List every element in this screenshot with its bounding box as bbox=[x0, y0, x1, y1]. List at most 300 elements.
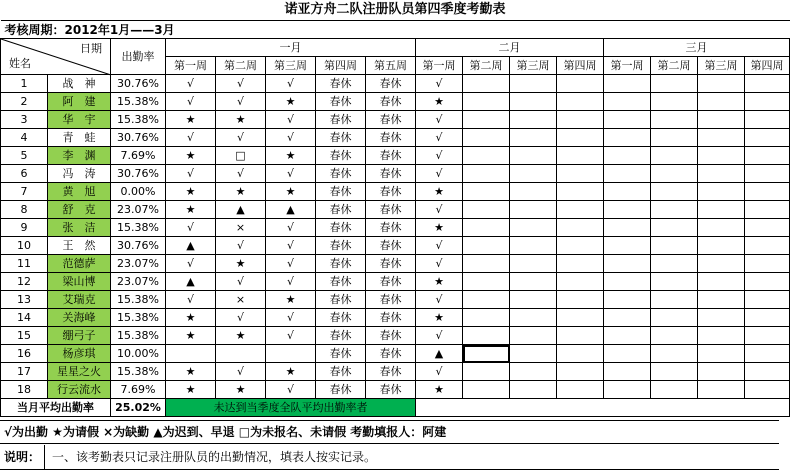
member-name[interactable]: 王 然 bbox=[48, 237, 111, 255]
attendance-cell[interactable]: √ bbox=[416, 201, 463, 219]
row-number[interactable]: 17 bbox=[1, 363, 48, 381]
attendance-rate[interactable]: 15.38% bbox=[111, 291, 166, 309]
attendance-cell[interactable] bbox=[510, 291, 557, 309]
attendance-cell[interactable] bbox=[745, 309, 790, 327]
row-number[interactable]: 4 bbox=[1, 129, 48, 147]
attendance-cell[interactable] bbox=[510, 327, 557, 345]
attendance-cell[interactable]: √ bbox=[216, 165, 266, 183]
attendance-cell[interactable] bbox=[510, 219, 557, 237]
attendance-cell[interactable] bbox=[463, 255, 510, 273]
attendance-cell[interactable] bbox=[745, 345, 790, 363]
table-row bbox=[1, 75, 790, 93]
attendance-cell[interactable]: ★ bbox=[166, 147, 216, 165]
header-corner bbox=[1, 39, 111, 75]
attendance-cell[interactable]: ★ bbox=[416, 273, 463, 291]
row-number[interactable]: 13 bbox=[1, 291, 48, 309]
attendance-cell[interactable]: ★ bbox=[416, 183, 463, 201]
attendance-cell[interactable] bbox=[463, 291, 510, 309]
attendance-cell[interactable] bbox=[651, 327, 698, 345]
attendance-cell[interactable] bbox=[557, 201, 604, 219]
attendance-cell[interactable] bbox=[510, 381, 557, 399]
attendance-cell[interactable]: √ bbox=[266, 219, 316, 237]
attendance-cell[interactable] bbox=[745, 255, 790, 273]
attendance-cell[interactable]: ★ bbox=[266, 363, 316, 381]
attendance-cell[interactable]: 春休 bbox=[316, 309, 366, 327]
attendance-cell[interactable] bbox=[745, 219, 790, 237]
attendance-cell[interactable]: 春休 bbox=[366, 255, 416, 273]
attendance-cell[interactable] bbox=[745, 183, 790, 201]
attendance-cell[interactable]: √ bbox=[266, 111, 316, 129]
attendance-cell[interactable]: √ bbox=[416, 165, 463, 183]
attendance-cell[interactable] bbox=[463, 309, 510, 327]
row-number[interactable]: 10 bbox=[1, 237, 48, 255]
attendance-cell[interactable] bbox=[604, 93, 651, 111]
attendance-rate[interactable]: 7.69% bbox=[111, 147, 166, 165]
attendance-cell[interactable]: 春休 bbox=[316, 147, 366, 165]
attendance-cell[interactable] bbox=[698, 93, 745, 111]
attendance-cell[interactable]: ★ bbox=[166, 363, 216, 381]
attendance-rate[interactable]: 23.07% bbox=[111, 201, 166, 219]
member-name[interactable]: 艾瑞克 bbox=[48, 291, 111, 309]
attendance-cell[interactable]: √ bbox=[166, 129, 216, 147]
week-header-cell: 第三周 bbox=[698, 57, 745, 75]
attendance-cell[interactable]: ★ bbox=[266, 93, 316, 111]
row-number[interactable]: 8 bbox=[1, 201, 48, 219]
attendance-cell[interactable]: ★ bbox=[216, 111, 266, 129]
attendance-cell[interactable] bbox=[557, 309, 604, 327]
attendance-cell[interactable] bbox=[651, 309, 698, 327]
row-number[interactable]: 14 bbox=[1, 309, 48, 327]
attendance-cell[interactable]: √ bbox=[166, 93, 216, 111]
member-name[interactable]: 范德萨 bbox=[48, 255, 111, 273]
attendance-cell[interactable] bbox=[651, 219, 698, 237]
attendance-cell[interactable] bbox=[557, 93, 604, 111]
row-number[interactable]: 6 bbox=[1, 165, 48, 183]
attendance-cell[interactable]: ★ bbox=[266, 183, 316, 201]
attendance-cell[interactable]: √ bbox=[266, 255, 316, 273]
attendance-cell[interactable] bbox=[651, 345, 698, 363]
attendance-cell[interactable] bbox=[698, 345, 745, 363]
attendance-cell[interactable]: ▲ bbox=[266, 201, 316, 219]
table-row bbox=[1, 219, 790, 237]
attendance-cell[interactable]: √ bbox=[266, 327, 316, 345]
attendance-cell[interactable] bbox=[557, 327, 604, 345]
attendance-cell[interactable] bbox=[604, 363, 651, 381]
attendance-cell[interactable] bbox=[698, 201, 745, 219]
member-name[interactable]: 冯 涛 bbox=[48, 165, 111, 183]
attendance-cell[interactable]: √ bbox=[216, 363, 266, 381]
attendance-cell[interactable] bbox=[698, 327, 745, 345]
attendance-cell[interactable] bbox=[463, 129, 510, 147]
attendance-cell[interactable]: 春休 bbox=[366, 201, 416, 219]
attendance-rate[interactable]: 10.00% bbox=[111, 345, 166, 363]
attendance-cell[interactable]: 春休 bbox=[366, 219, 416, 237]
attendance-cell[interactable]: 春休 bbox=[316, 345, 366, 363]
attendance-cell[interactable]: √ bbox=[166, 255, 216, 273]
member-name[interactable]: 战 神 bbox=[48, 75, 111, 93]
row-number[interactable]: 3 bbox=[1, 111, 48, 129]
attendance-cell[interactable]: √ bbox=[416, 129, 463, 147]
attendance-cell[interactable] bbox=[557, 75, 604, 93]
attendance-cell[interactable] bbox=[604, 219, 651, 237]
attendance-cell[interactable]: √ bbox=[416, 255, 463, 273]
attendance-cell[interactable]: 春休 bbox=[316, 273, 366, 291]
member-name[interactable]: 行云流水 bbox=[48, 381, 111, 399]
attendance-cell[interactable] bbox=[651, 381, 698, 399]
attendance-cell[interactable] bbox=[463, 93, 510, 111]
attendance-cell[interactable]: √ bbox=[416, 147, 463, 165]
attendance-cell[interactable] bbox=[651, 147, 698, 165]
attendance-cell[interactable]: 春休 bbox=[316, 255, 366, 273]
attendance-cell[interactable] bbox=[510, 345, 557, 363]
attendance-cell[interactable] bbox=[651, 93, 698, 111]
attendance-cell[interactable] bbox=[463, 237, 510, 255]
attendance-cell[interactable] bbox=[698, 255, 745, 273]
attendance-cell[interactable] bbox=[604, 309, 651, 327]
attendance-cell[interactable] bbox=[463, 345, 510, 363]
attendance-cell[interactable] bbox=[604, 183, 651, 201]
attendance-cell[interactable]: 春休 bbox=[316, 291, 366, 309]
attendance-cell[interactable] bbox=[557, 183, 604, 201]
attendance-cell[interactable] bbox=[604, 327, 651, 345]
row-number[interactable]: 15 bbox=[1, 327, 48, 345]
member-name[interactable]: 星星之火 bbox=[48, 363, 111, 381]
attendance-rate[interactable]: 15.38% bbox=[111, 309, 166, 327]
attendance-cell[interactable]: 春休 bbox=[316, 201, 366, 219]
attendance-cell[interactable]: ▲ bbox=[166, 237, 216, 255]
attendance-cell[interactable] bbox=[604, 165, 651, 183]
attendance-cell[interactable] bbox=[698, 381, 745, 399]
attendance-cell[interactable] bbox=[463, 165, 510, 183]
attendance-cell[interactable]: √ bbox=[266, 309, 316, 327]
attendance-cell[interactable] bbox=[604, 201, 651, 219]
row-number[interactable]: 1 bbox=[1, 75, 48, 93]
attendance-cell[interactable]: ★ bbox=[416, 309, 463, 327]
attendance-cell[interactable]: 春休 bbox=[366, 237, 416, 255]
attendance-rate[interactable]: 7.69% bbox=[111, 381, 166, 399]
attendance-cell[interactable] bbox=[651, 291, 698, 309]
attendance-cell[interactable]: 春休 bbox=[366, 363, 416, 381]
attendance-cell[interactable] bbox=[510, 129, 557, 147]
attendance-cell[interactable] bbox=[651, 111, 698, 129]
attendance-cell[interactable] bbox=[651, 129, 698, 147]
attendance-cell[interactable] bbox=[745, 147, 790, 165]
attendance-cell[interactable]: 春休 bbox=[316, 93, 366, 111]
attendance-cell[interactable]: √ bbox=[216, 75, 266, 93]
attendance-cell[interactable]: 春休 bbox=[316, 237, 366, 255]
attendance-cell[interactable]: √ bbox=[416, 363, 463, 381]
attendance-cell[interactable]: √ bbox=[266, 381, 316, 399]
attendance-cell[interactable]: √ bbox=[266, 129, 316, 147]
row-number[interactable]: 7 bbox=[1, 183, 48, 201]
attendance-cell[interactable] bbox=[557, 381, 604, 399]
member-name[interactable]: 阿 建 bbox=[48, 93, 111, 111]
attendance-cell[interactable] bbox=[557, 237, 604, 255]
attendance-cell[interactable] bbox=[557, 273, 604, 291]
attendance-cell[interactable]: 春休 bbox=[316, 327, 366, 345]
attendance-cell[interactable] bbox=[510, 309, 557, 327]
attendance-cell[interactable] bbox=[745, 93, 790, 111]
attendance-cell[interactable]: ▲ bbox=[166, 273, 216, 291]
attendance-cell[interactable] bbox=[698, 273, 745, 291]
attendance-cell[interactable] bbox=[745, 201, 790, 219]
attendance-cell[interactable] bbox=[604, 273, 651, 291]
week-header-cell: 第三周 bbox=[266, 57, 316, 75]
attendance-rate[interactable]: 15.38% bbox=[111, 111, 166, 129]
attendance-cell[interactable]: ★ bbox=[166, 381, 216, 399]
attendance-cell[interactable]: ▲ bbox=[216, 201, 266, 219]
attendance-rate[interactable]: 30.76% bbox=[111, 237, 166, 255]
attendance-cell[interactable] bbox=[604, 129, 651, 147]
attendance-cell[interactable]: 春休 bbox=[316, 183, 366, 201]
attendance-cell[interactable]: √ bbox=[416, 237, 463, 255]
row-number[interactable]: 18 bbox=[1, 381, 48, 399]
attendance-cell[interactable]: ★ bbox=[166, 111, 216, 129]
member-name[interactable]: 绷弓子 bbox=[48, 327, 111, 345]
attendance-rate[interactable]: 30.76% bbox=[111, 165, 166, 183]
attendance-cell[interactable]: √ bbox=[266, 165, 316, 183]
attendance-cell[interactable] bbox=[745, 291, 790, 309]
attendance-cell[interactable] bbox=[651, 363, 698, 381]
attendance-cell[interactable] bbox=[604, 147, 651, 165]
attendance-cell[interactable]: ★ bbox=[166, 327, 216, 345]
attendance-cell[interactable] bbox=[745, 75, 790, 93]
attendance-cell[interactable]: √ bbox=[266, 75, 316, 93]
attendance-cell[interactable] bbox=[604, 345, 651, 363]
attendance-cell[interactable] bbox=[698, 183, 745, 201]
attendance-cell[interactable]: × bbox=[216, 219, 266, 237]
attendance-cell[interactable] bbox=[510, 201, 557, 219]
attendance-cell[interactable] bbox=[745, 165, 790, 183]
attendance-cell[interactable]: 春休 bbox=[366, 327, 416, 345]
attendance-cell[interactable]: ★ bbox=[166, 309, 216, 327]
member-name[interactable]: 杨彦琪 bbox=[48, 345, 111, 363]
attendance-cell[interactable]: 春休 bbox=[366, 345, 416, 363]
attendance-cell[interactable] bbox=[604, 111, 651, 129]
row-number[interactable]: 16 bbox=[1, 345, 48, 363]
attendance-cell[interactable] bbox=[510, 273, 557, 291]
attendance-cell[interactable] bbox=[557, 219, 604, 237]
attendance-cell[interactable] bbox=[698, 237, 745, 255]
attendance-cell[interactable] bbox=[463, 75, 510, 93]
attendance-cell[interactable] bbox=[463, 219, 510, 237]
attendance-cell[interactable] bbox=[463, 183, 510, 201]
attendance-cell[interactable] bbox=[604, 237, 651, 255]
attendance-cell[interactable] bbox=[604, 75, 651, 93]
attendance-cell[interactable] bbox=[557, 111, 604, 129]
attendance-cell[interactable]: ★ bbox=[416, 93, 463, 111]
attendance-cell[interactable] bbox=[745, 111, 790, 129]
attendance-cell[interactable] bbox=[510, 111, 557, 129]
attendance-cell[interactable] bbox=[698, 363, 745, 381]
attendance-cell[interactable] bbox=[510, 93, 557, 111]
attendance-cell[interactable]: □ bbox=[216, 147, 266, 165]
attendance-rate[interactable]: 30.76% bbox=[111, 75, 166, 93]
attendance-cell[interactable]: 春休 bbox=[366, 273, 416, 291]
row-number[interactable]: 12 bbox=[1, 273, 48, 291]
attendance-cell[interactable] bbox=[651, 75, 698, 93]
attendance-cell[interactable] bbox=[604, 255, 651, 273]
attendance-cell[interactable] bbox=[463, 327, 510, 345]
rate-header: 出勤率 bbox=[111, 39, 166, 75]
attendance-cell[interactable]: ★ bbox=[166, 183, 216, 201]
attendance-cell[interactable]: 春休 bbox=[316, 219, 366, 237]
attendance-cell[interactable] bbox=[463, 111, 510, 129]
name-label: 姓名 bbox=[9, 57, 31, 70]
attendance-cell[interactable]: ★ bbox=[166, 201, 216, 219]
attendance-cell[interactable] bbox=[745, 129, 790, 147]
member-name[interactable]: 黄 旭 bbox=[48, 183, 111, 201]
member-name[interactable]: 青 蛙 bbox=[48, 129, 111, 147]
row-number[interactable]: 2 bbox=[1, 93, 48, 111]
attendance-cell[interactable]: 春休 bbox=[366, 111, 416, 129]
attendance-cell[interactable] bbox=[698, 291, 745, 309]
attendance-cell[interactable] bbox=[266, 345, 316, 363]
attendance-cell[interactable]: √ bbox=[216, 129, 266, 147]
attendance-cell[interactable] bbox=[698, 309, 745, 327]
attendance-cell[interactable] bbox=[510, 237, 557, 255]
attendance-cell[interactable]: √ bbox=[266, 273, 316, 291]
attendance-cell[interactable]: 春休 bbox=[366, 381, 416, 399]
member-name[interactable]: 张 洁 bbox=[48, 219, 111, 237]
attendance-cell[interactable]: ★ bbox=[416, 219, 463, 237]
attendance-cell[interactable]: √ bbox=[416, 111, 463, 129]
attendance-cell[interactable]: ★ bbox=[216, 327, 266, 345]
attendance-cell[interactable] bbox=[510, 165, 557, 183]
attendance-cell[interactable] bbox=[651, 255, 698, 273]
attendance-cell[interactable] bbox=[651, 273, 698, 291]
attendance-cell[interactable] bbox=[510, 75, 557, 93]
remark-text: 一、该考勤表只记录注册队员的出勤情况，填表人按实记录。 bbox=[52, 450, 377, 464]
attendance-cell[interactable] bbox=[510, 147, 557, 165]
attendance-rate[interactable]: 15.38% bbox=[111, 93, 166, 111]
attendance-cell[interactable]: √ bbox=[216, 93, 266, 111]
attendance-cell[interactable] bbox=[651, 201, 698, 219]
attendance-cell[interactable] bbox=[510, 255, 557, 273]
attendance-cell[interactable] bbox=[745, 273, 790, 291]
attendance-cell[interactable] bbox=[745, 363, 790, 381]
attendance-cell[interactable]: ★ bbox=[266, 291, 316, 309]
attendance-cell[interactable]: ★ bbox=[216, 255, 266, 273]
attendance-cell[interactable]: 春休 bbox=[366, 291, 416, 309]
attendance-cell[interactable] bbox=[698, 165, 745, 183]
attendance-cell[interactable] bbox=[745, 237, 790, 255]
attendance-cell[interactable] bbox=[698, 147, 745, 165]
attendance-cell[interactable] bbox=[557, 291, 604, 309]
attendance-cell[interactable] bbox=[651, 237, 698, 255]
attendance-cell[interactable] bbox=[557, 363, 604, 381]
attendance-cell[interactable] bbox=[463, 381, 510, 399]
attendance-cell[interactable] bbox=[463, 363, 510, 381]
attendance-cell[interactable]: √ bbox=[416, 75, 463, 93]
table-row bbox=[1, 165, 790, 183]
attendance-cell[interactable]: 春休 bbox=[366, 93, 416, 111]
attendance-cell[interactable] bbox=[698, 111, 745, 129]
member-name[interactable]: 舒 克 bbox=[48, 201, 111, 219]
summary-value[interactable]: 25.02% bbox=[111, 399, 166, 417]
attendance-cell[interactable]: √ bbox=[166, 291, 216, 309]
row-number[interactable]: 5 bbox=[1, 147, 48, 165]
attendance-cell[interactable]: √ bbox=[166, 219, 216, 237]
attendance-cell[interactable]: √ bbox=[216, 309, 266, 327]
attendance-cell[interactable]: 春休 bbox=[366, 183, 416, 201]
attendance-cell[interactable]: 春休 bbox=[366, 165, 416, 183]
attendance-cell[interactable]: 春休 bbox=[366, 309, 416, 327]
attendance-cell[interactable] bbox=[698, 129, 745, 147]
attendance-cell[interactable]: √ bbox=[216, 237, 266, 255]
attendance-cell[interactable] bbox=[745, 381, 790, 399]
attendance-cell[interactable] bbox=[463, 147, 510, 165]
attendance-rate[interactable]: 30.76% bbox=[111, 129, 166, 147]
attendance-cell[interactable]: √ bbox=[266, 237, 316, 255]
attendance-cell[interactable]: 春休 bbox=[316, 381, 366, 399]
attendance-cell[interactable]: 春休 bbox=[316, 75, 366, 93]
attendance-cell[interactable]: √ bbox=[166, 75, 216, 93]
attendance-cell[interactable]: ★ bbox=[216, 183, 266, 201]
attendance-cell[interactable] bbox=[745, 327, 790, 345]
attendance-cell[interactable]: 春休 bbox=[366, 75, 416, 93]
attendance-cell[interactable] bbox=[651, 183, 698, 201]
attendance-rate[interactable]: 15.38% bbox=[111, 219, 166, 237]
member-name[interactable]: 华 宇 bbox=[48, 111, 111, 129]
attendance-rate[interactable]: 23.07% bbox=[111, 273, 166, 291]
week-header-cell: 第二周 bbox=[216, 57, 266, 75]
attendance-cell[interactable]: ★ bbox=[266, 147, 316, 165]
attendance-cell[interactable]: ▲ bbox=[416, 345, 463, 363]
attendance-cell[interactable]: ★ bbox=[216, 381, 266, 399]
attendance-cell[interactable] bbox=[557, 345, 604, 363]
attendance-rate[interactable]: 15.38% bbox=[111, 363, 166, 381]
attendance-cell[interactable]: 春休 bbox=[366, 147, 416, 165]
attendance-cell[interactable]: ★ bbox=[416, 381, 463, 399]
member-name[interactable]: 梁山博 bbox=[48, 273, 111, 291]
attendance-cell[interactable] bbox=[216, 345, 266, 363]
attendance-cell[interactable]: √ bbox=[416, 327, 463, 345]
attendance-cell[interactable]: 春休 bbox=[316, 165, 366, 183]
attendance-cell[interactable] bbox=[698, 75, 745, 93]
attendance-cell[interactable]: 春休 bbox=[316, 111, 366, 129]
attendance-rate[interactable]: 0.00% bbox=[111, 183, 166, 201]
attendance-cell[interactable] bbox=[166, 345, 216, 363]
attendance-cell[interactable]: √ bbox=[166, 165, 216, 183]
attendance-cell[interactable] bbox=[463, 201, 510, 219]
attendance-cell[interactable] bbox=[698, 219, 745, 237]
attendance-rate[interactable]: 23.07% bbox=[111, 255, 166, 273]
attendance-cell[interactable] bbox=[510, 183, 557, 201]
attendance-cell[interactable]: √ bbox=[216, 273, 266, 291]
attendance-cell[interactable]: 春休 bbox=[316, 129, 366, 147]
row-number[interactable]: 11 bbox=[1, 255, 48, 273]
attendance-rate[interactable]: 15.38% bbox=[111, 327, 166, 345]
attendance-cell[interactable] bbox=[557, 147, 604, 165]
attendance-cell[interactable] bbox=[510, 363, 557, 381]
member-name[interactable]: 李 渊 bbox=[48, 147, 111, 165]
member-name[interactable]: 关海峰 bbox=[48, 309, 111, 327]
attendance-cell[interactable] bbox=[604, 381, 651, 399]
summary-label: 当月平均出勤率 bbox=[1, 399, 111, 417]
attendance-cell[interactable]: 春休 bbox=[366, 129, 416, 147]
attendance-cell[interactable]: × bbox=[216, 291, 266, 309]
attendance-cell[interactable] bbox=[557, 129, 604, 147]
attendance-cell[interactable]: 春休 bbox=[316, 363, 366, 381]
attendance-cell[interactable] bbox=[557, 165, 604, 183]
row-number[interactable]: 9 bbox=[1, 219, 48, 237]
attendance-cell[interactable] bbox=[651, 165, 698, 183]
attendance-cell[interactable] bbox=[463, 273, 510, 291]
attendance-cell[interactable] bbox=[604, 291, 651, 309]
attendance-cell[interactable] bbox=[557, 255, 604, 273]
attendance-cell[interactable]: √ bbox=[416, 291, 463, 309]
